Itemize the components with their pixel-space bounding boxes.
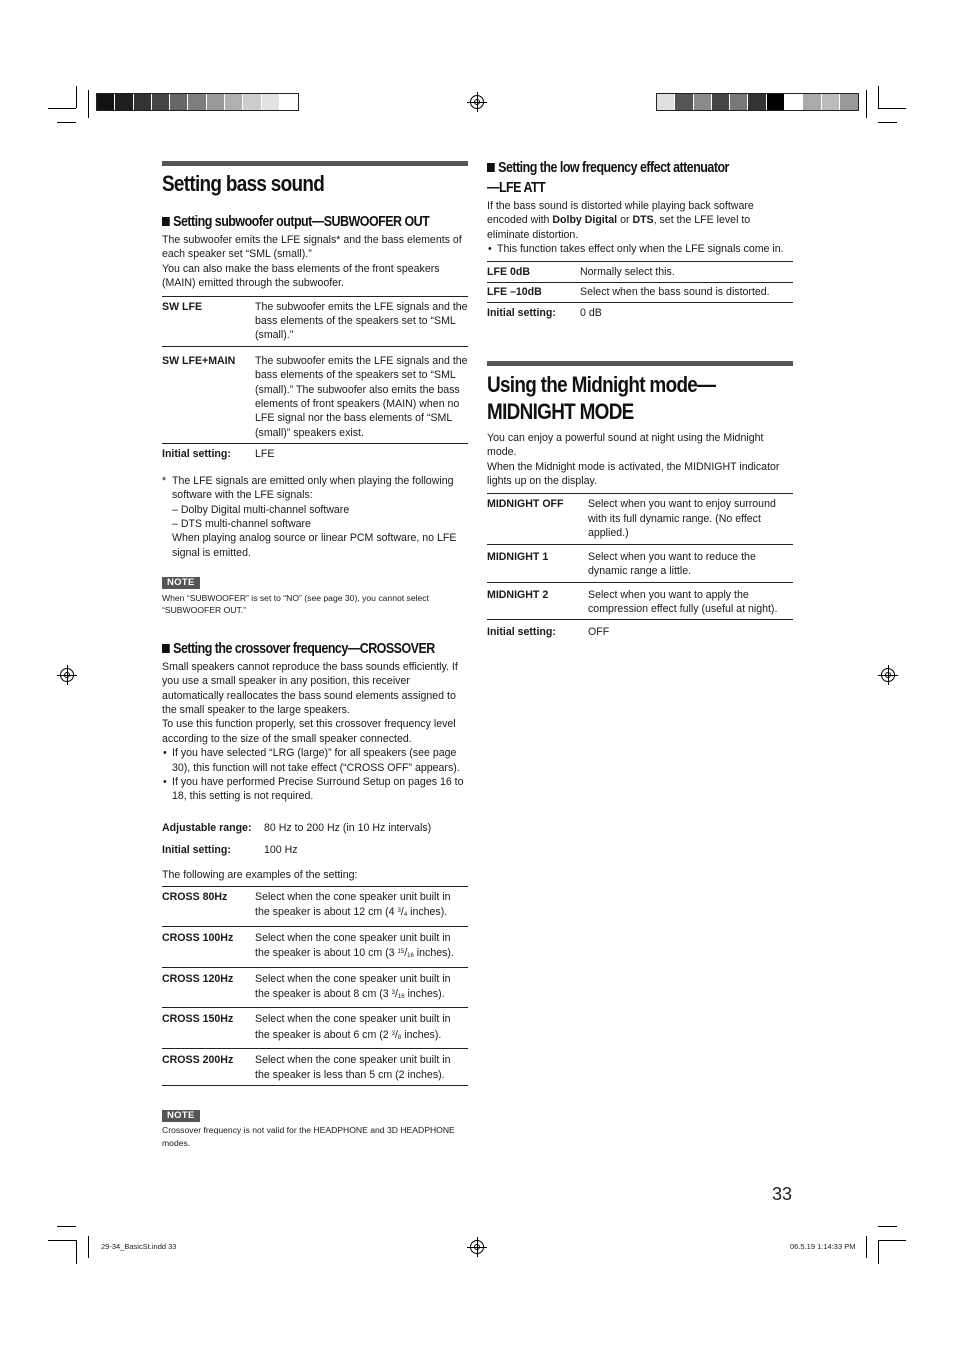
midnight-title-line2: MIDNIGHT MODE [487, 398, 634, 424]
option-key: SW LFE [162, 296, 255, 346]
table-row [487, 303, 793, 324]
option-description [255, 887, 468, 927]
color-swatch [840, 94, 858, 110]
color-swatch [712, 94, 730, 110]
list-item: • This function takes effect only when the LFE signals come in. [487, 242, 793, 256]
list-item: – DTS multi-channel software [172, 517, 311, 530]
color-swatch [152, 94, 170, 110]
description-line: Select when the cone speaker unit built in [255, 931, 451, 944]
description-line: Select when the cone speaker unit built in [255, 891, 451, 903]
option-key: CROSS 150Hz [162, 1008, 255, 1049]
initial-setting-label: Initial setting: [487, 626, 556, 639]
option-key: MIDNIGHT OFF [487, 494, 588, 544]
square-bullet-icon [162, 644, 170, 653]
color-swatch [243, 94, 261, 110]
table-row [162, 967, 468, 1008]
option-key: CROSS 200Hz [162, 1049, 255, 1086]
color-swatch [170, 94, 188, 110]
table-row [487, 582, 793, 620]
option-key: MIDNIGHT 1 [487, 544, 588, 582]
footnote-mark: * [162, 474, 167, 487]
subwoofer-heading: Setting subwoofer output—SUBWOOFER OUT [162, 212, 425, 232]
option-key: CROSS 120Hz [162, 967, 255, 1008]
option-description [255, 1049, 468, 1086]
examples-intro: The following are examples of the setting: [162, 868, 358, 881]
lfe-heading: Setting the low frequency effect attenuator [487, 158, 750, 178]
option-key: CROSS 100Hz [162, 926, 255, 967]
table-row [162, 444, 468, 465]
fraction-numerator: 3 [397, 908, 401, 915]
subwoofer-intro: The subwoofer emits the LFE signals* and the bass elements of each speaker set “SML (small).” [162, 234, 462, 261]
left-column [162, 161, 468, 1150]
color-swatch [115, 94, 133, 110]
initial-setting-value: OFF [588, 626, 610, 639]
color-swatch [280, 94, 298, 110]
color-swatch [188, 94, 206, 110]
crossover-p2: To use this function properly, set this crossover frequency level according to the size of the small speaker connected. [162, 718, 456, 745]
color-swatch [730, 94, 748, 110]
note-text: Crossover frequency is not valid for the HEADPHONE and 3D HEADPHONE modes. [162, 1125, 455, 1149]
page-title: Setting bass sound [162, 171, 325, 196]
range-label: Adjustable range: [162, 821, 252, 834]
range-value: 80 Hz to 200 Hz (in 10 Hz intervals) [264, 821, 432, 834]
option-key: LFE 0dB [487, 261, 580, 282]
option-description: Normally select this. [580, 261, 793, 282]
color-swatch [785, 94, 803, 110]
table-row [162, 1049, 468, 1086]
table-row [487, 261, 793, 282]
color-swatch [134, 94, 152, 110]
fraction-denominator: 4 [403, 912, 408, 919]
crossover-p1: Small speakers cannot reproduce the bass sounds efficiently. If you use a small speaker in any position, this receiver automatically reallocates the bass sound elements assigned to the small speaker to the large speakers. [162, 660, 458, 716]
description-line: the speaker is less than 5 cm (2 inches). [255, 1068, 445, 1081]
color-swatch [822, 94, 840, 110]
midnight-table [487, 493, 793, 642]
initial-setting-label: Initial setting: [162, 844, 231, 857]
fraction-numerator: 3 [391, 990, 395, 997]
color-swatch [767, 94, 785, 110]
table-row [487, 283, 793, 303]
option-description: Select when you want to apply the compression effect fully (useful at night). [588, 582, 793, 620]
initial-setting-label: Initial setting: [487, 307, 556, 320]
description-line: Select when the cone speaker unit built in [255, 972, 451, 985]
color-swatch [748, 94, 766, 110]
option-description [255, 926, 468, 967]
footnote-end: When playing analog source or linear PCM software, no LFE signal is emitted. [172, 532, 457, 559]
midnight-p2: When the Midnight mode is activated, the MIDNIGHT indicator lights up on the display. [487, 460, 780, 488]
subwoofer-table [162, 296, 468, 465]
color-swatch [675, 94, 693, 110]
table-row [162, 296, 468, 346]
registration-mark-icon [470, 1240, 484, 1254]
option-description: The subwoofer emits the LFE signals and the bass elements of the speakers set to “SML (small).” [255, 296, 468, 346]
initial-setting-value: 100 Hz [264, 844, 298, 857]
option-description: Select when you want to enjoy surround with its full dynamic range. (No effect applied.) [588, 494, 793, 544]
table-row [487, 620, 793, 643]
color-swatch [225, 94, 243, 110]
footnote-text: The LFE signals are emitted only when playing the following software with the LFE signals: [172, 474, 454, 502]
option-description [255, 1008, 468, 1049]
registration-mark-icon [470, 95, 484, 109]
footnote [162, 474, 468, 560]
section-bar [487, 361, 793, 366]
fraction-numerator: 3 [391, 1030, 395, 1037]
table-row [487, 494, 793, 544]
table-row [162, 346, 468, 443]
color-swatch [657, 94, 675, 110]
registration-mark-icon [60, 668, 74, 682]
page-number: 33 [772, 1184, 793, 1204]
option-description [255, 967, 468, 1008]
option-description: Select when the bass sound is distorted. [580, 283, 793, 303]
initial-setting-value: 0 dB [580, 307, 602, 320]
square-bullet-icon [487, 163, 495, 172]
option-description: Select when you want to reduce the dynamic range a little. [588, 544, 793, 582]
crossover-table [162, 886, 468, 1086]
section-bar [162, 161, 468, 166]
fraction-numerator: 15 [397, 949, 405, 956]
description-line: the speaker is about 8 cm (3 $^3$/16 inches). [255, 988, 445, 1001]
lfe-intro: If the bass sound is distorted while playing back software encoded with Dolby Digital or DTS, set the LFE level to eliminate distortion. [487, 200, 754, 241]
subwoofer-intro2: You can also make the bass elements of the front speakers (MAIN) emitted through the subwoofer. [162, 262, 440, 290]
note-label: NOTE [162, 577, 200, 589]
description-line: the speaker is about 12 cm (4 $^3$/4 inches). [255, 906, 448, 919]
color-swatch [803, 94, 821, 110]
midnight-title: Using the Midnight mode— [487, 371, 716, 397]
right-column [487, 158, 793, 643]
table-row [162, 926, 468, 967]
midnight-p1: You can enjoy a powerful sound at night using the Midnight mode. [487, 431, 764, 459]
color-bar-right [656, 93, 859, 111]
option-key: LFE –10dB [487, 283, 580, 303]
footer-timestamp: 06.5.19 1:14:33 PM [790, 1242, 856, 1251]
option-description: The subwoofer emits the LFE signals and the bass elements of the speakers set to “SML (small).” The subwoofer also emits the bass elements of front speakers (MAIN) when no LFE signal nor the bass elements of “SML (small)” speakers exist. [255, 346, 468, 443]
list-item: • If you have performed Precise Surround Setup on pages 16 to 18, this setting is not required. [162, 775, 468, 804]
registration-mark-icon [881, 668, 895, 682]
table-row [162, 1008, 468, 1049]
crossover-range-table [162, 818, 468, 861]
lfe-table [487, 261, 793, 324]
note-label: NOTE [162, 1110, 200, 1122]
option-key: CROSS 80Hz [162, 887, 255, 927]
initial-setting-label: Initial setting: [162, 448, 231, 461]
description-line: Select when the cone speaker unit built in [255, 1054, 451, 1067]
table-row [162, 887, 468, 927]
description-line: Select when the cone speaker unit built in [255, 1013, 451, 1026]
color-swatch [97, 94, 115, 110]
table-row [162, 818, 468, 838]
initial-setting-value: LFE [255, 448, 275, 461]
fraction-denominator: 8 [397, 1034, 402, 1041]
footer-file: 29-34_BasicSt.indd 33 [101, 1242, 177, 1251]
table-row [487, 544, 793, 582]
color-swatch [694, 94, 712, 110]
color-swatch [207, 94, 225, 110]
table-row [162, 838, 468, 860]
lfe-heading-line2: —LFE ATT [487, 180, 546, 196]
color-bar-left [96, 93, 299, 111]
description-line: the speaker is about 10 cm (3 $^{15}$/16 inches). [255, 947, 454, 960]
note-text: When “SUBWOOFER” is set to “NO” (see page 30), you cannot select “SUBWOOFER OUT.” [162, 592, 429, 616]
square-bullet-icon [162, 217, 170, 226]
crossover-heading: Setting the crossover frequency—CROSSOVER [162, 639, 425, 659]
description-line: the speaker is about 6 cm (2 $^3$/8 inches). [255, 1028, 442, 1041]
option-key: MIDNIGHT 2 [487, 582, 588, 620]
option-key: SW LFE+MAIN [162, 346, 255, 443]
color-swatch [262, 94, 280, 110]
list-item: • If you have selected “LRG (large)” for all speakers (see page 30), this function will not take effect (“CROSS OFF” appears). [162, 746, 468, 775]
list-item: – Dolby Digital multi-channel software [172, 503, 350, 516]
fraction-denominator: 16 [397, 994, 405, 1001]
fraction-denominator: 16 [407, 953, 414, 960]
